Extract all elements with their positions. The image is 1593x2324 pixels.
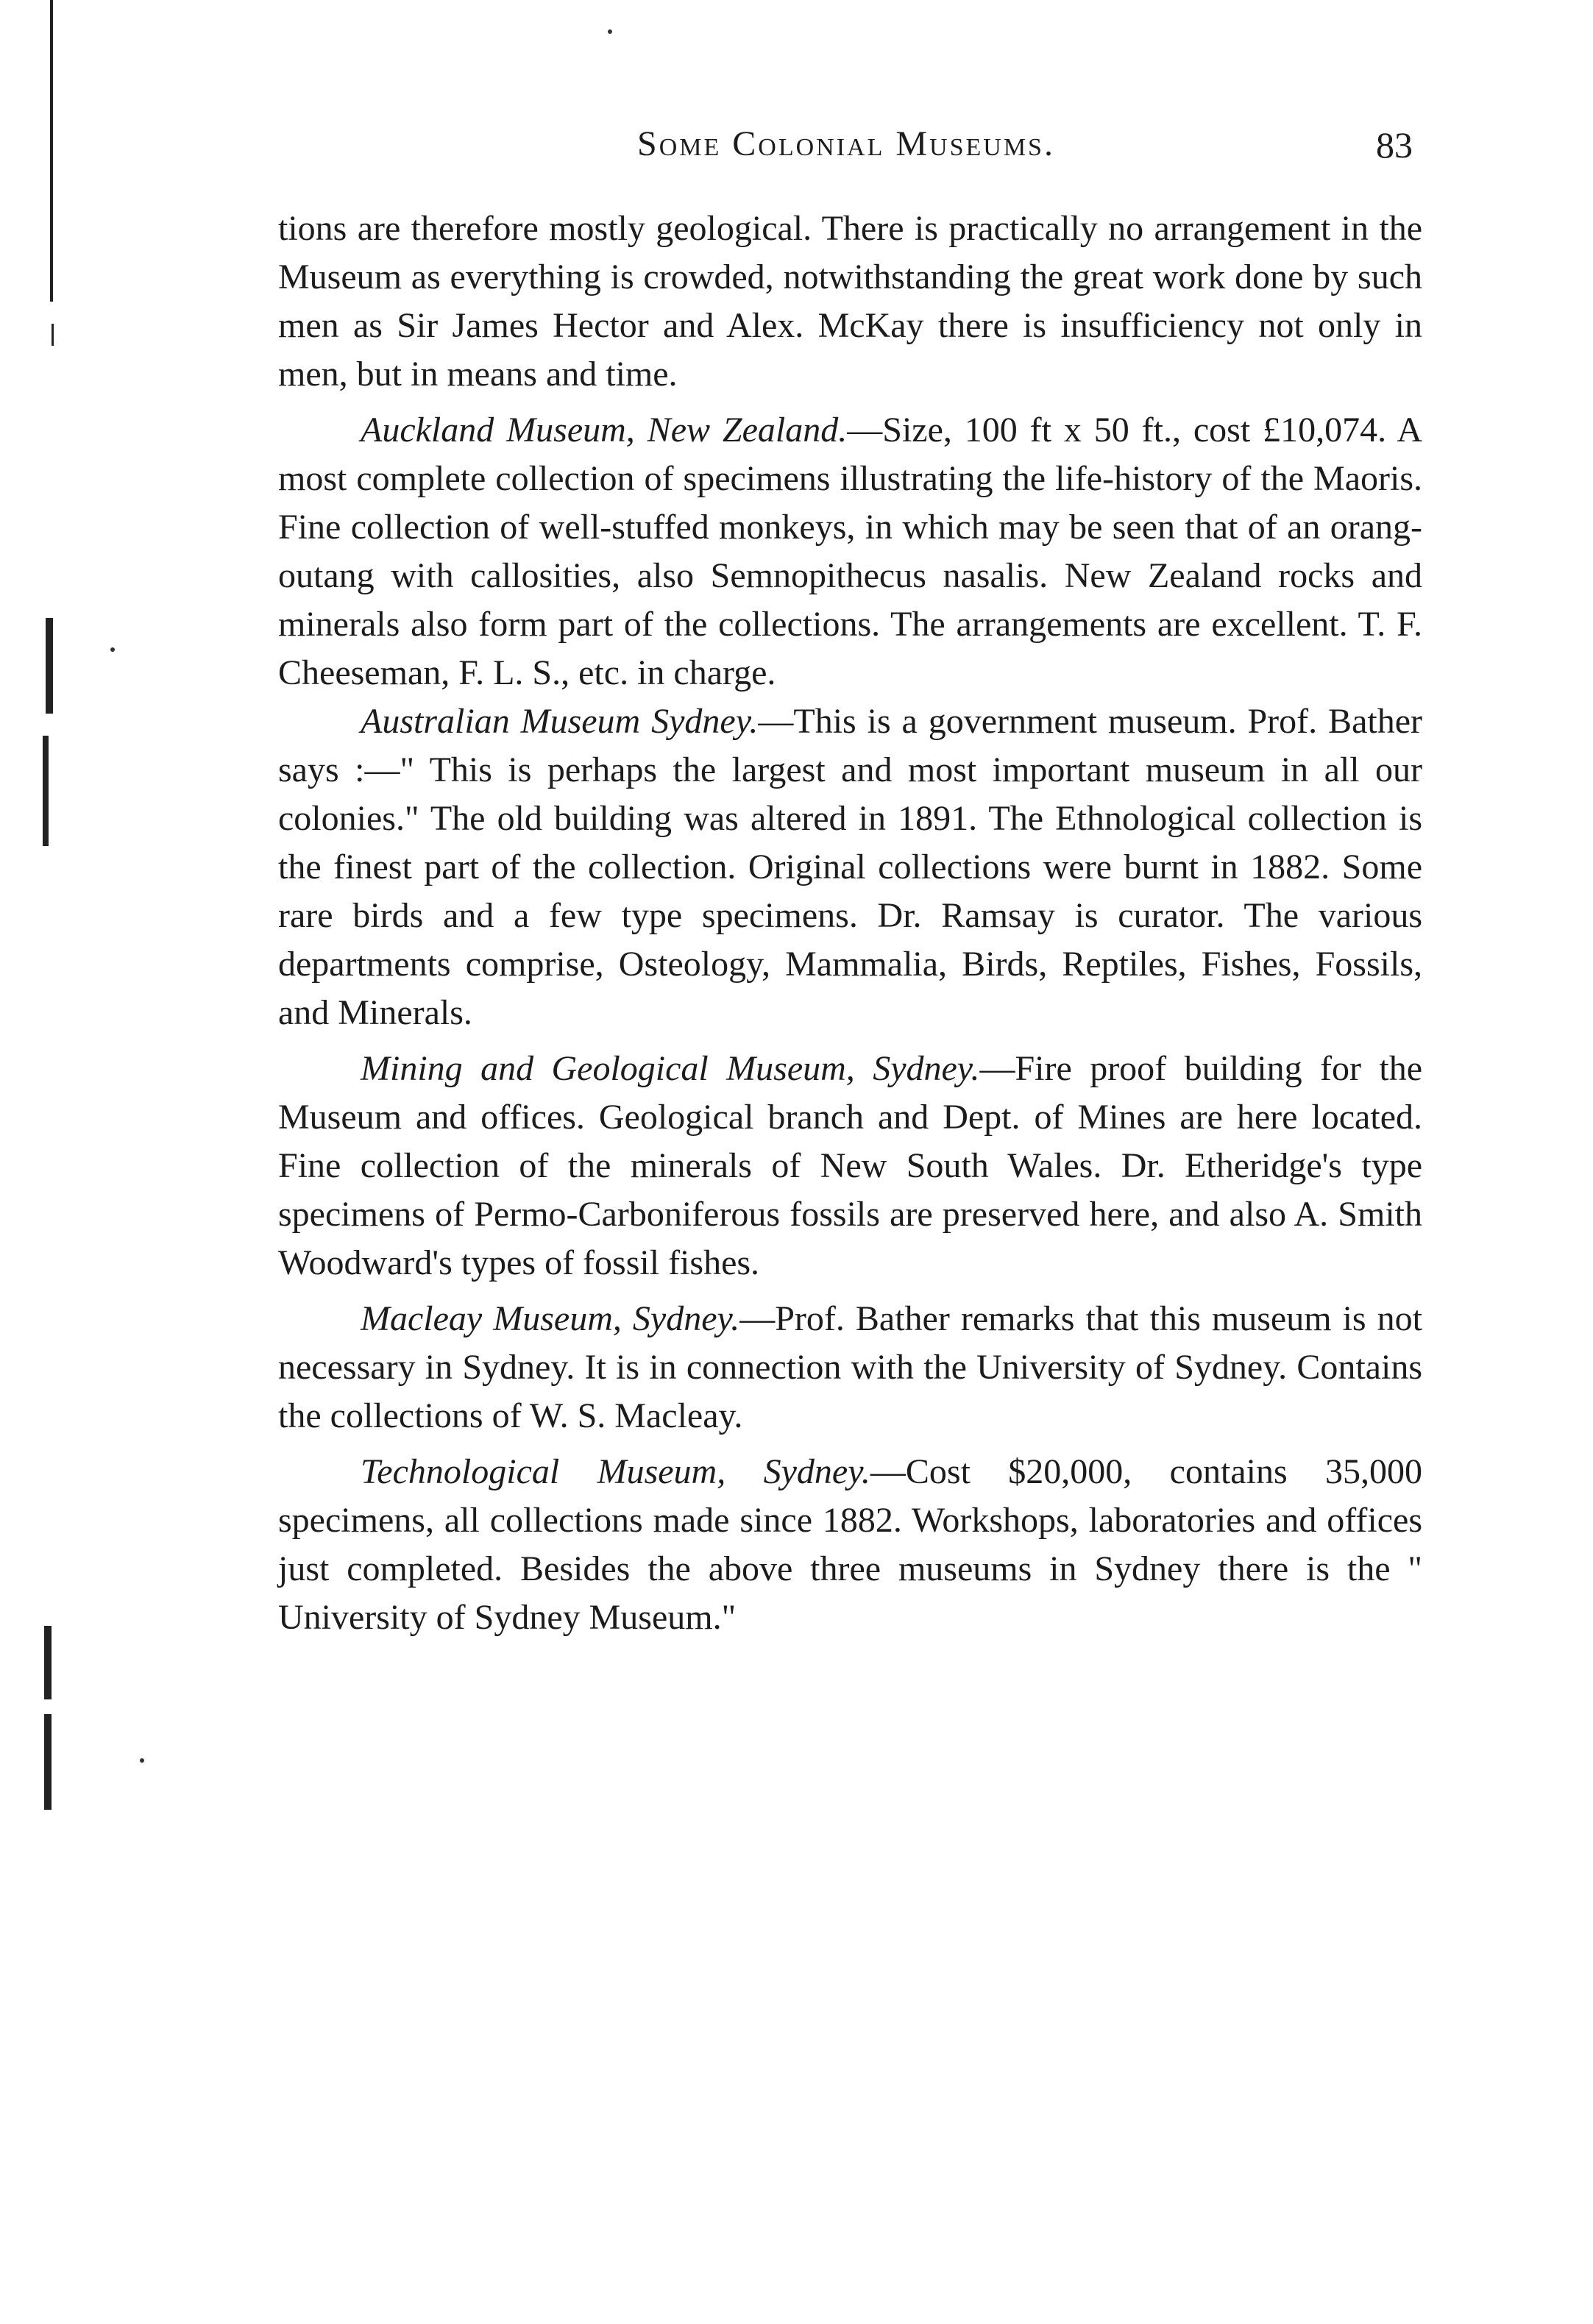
scan-margin-bar [43,736,49,846]
page-header [280,124,1413,182]
entry-title: Auckland Museum, New Zealand. [361,411,848,449]
scan-margin-line [50,0,53,302]
museum-entry-auckland [278,406,1422,697]
scan-margin-tick [52,324,54,346]
running-title: Some Colonial Museums. [637,124,1055,163]
scan-margin-bar [44,1714,52,1810]
entry-text: —This is a government museum. Prof. Bather says :—" This is perhaps the largest and most important museum in all our colonies." The old building was altered in 1891. The Ethnological collection is the finest part of the collection. Original collections were burnt in 1882. Some rare birds and a few type specimens. Dr. Ramsay is curator. The various departments comprise, Osteology, Mammalia, Birds, Reptiles, Fishes, Fossils, and Minerals. [278,702,1422,1032]
museum-entry-macleay [278,1295,1422,1440]
scan-speck [110,647,115,652]
museum-entry-australian [278,697,1422,1037]
paragraph-continuation [278,205,1422,399]
scan-margin-bar [44,1626,52,1699]
scan-speck [608,29,612,34]
entry-title: Macleay Museum, Sydney. [361,1299,740,1338]
scan-margin-bar [46,618,53,714]
museum-entry-mining-geological [278,1045,1422,1287]
paragraph-text: tions are therefore mostly geological. There is practically no arrangement in the Museum as everything is crowded, notwithstanding the great work done by such men as Sir James Hector and Alex. McKay there is insufficiency not only in men, but in means and time. [278,209,1422,394]
museum-entry-technological [278,1448,1422,1642]
page-number: 83 [1376,124,1413,166]
body-text [278,205,1422,1642]
entry-text: —Size, 100 ft x 50 ft., cost £10,074. A most complete collection of specimens illustrating the life-history of the Maoris. Fine collection of well-stuffed monkeys, in which may be seen that of an orang-outang with callosities, also Semnopithecus nasalis. New Zealand rocks and minerals also form part of the collections. The arrangements are excellent. T. F. Cheeseman, F. L. S., etc. in charge. [278,411,1422,692]
entry-text: —Prof. Bather remarks that this museum is not necessary in Sydney. It is in connection with the University of Sydney. Contains the collections of W. S. Macleay. [278,1299,1422,1435]
entry-text: —Cost $20,000, contains 35,000 specimens, all collections made since 1882. Workshops, laboratories and offices just completed. Besides the above three museums in Sydney there is the " University of Sydney Museum." [278,1452,1423,1637]
entry-title: Technological Museum, Sydney. [361,1452,870,1491]
entry-title: Australian Museum Sydney. [361,702,759,741]
entry-text: —Fire proof building for the Museum and offices. Geological branch and Dept. of Mines are here located. Fine collection of the minerals of New South Wales. Dr. Etheridge's type specimens of Permo-Carboniferous fossils are preserved here, and also A. Smith Woodward's types of fossil fishes. [278,1049,1422,1282]
entry-title: Mining and Geological Museum, Sydney. [361,1049,980,1088]
scan-speck [140,1758,144,1763]
